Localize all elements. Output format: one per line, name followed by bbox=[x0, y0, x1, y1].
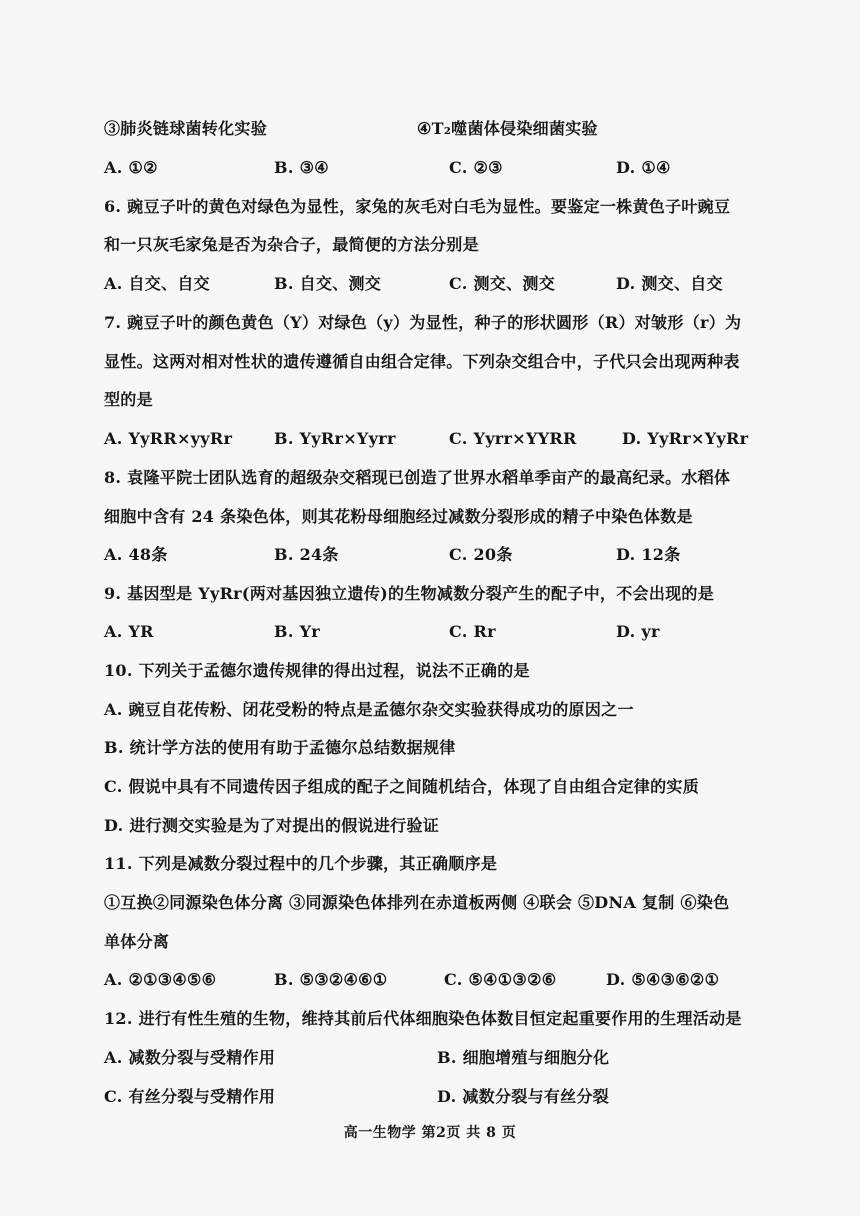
q5-item-3: ③肺炎链球菌转化实验 bbox=[104, 119, 268, 138]
q8-option-a: A. 48条 bbox=[104, 545, 168, 564]
q7-option-c: C. Yyrr×YYRR bbox=[449, 429, 577, 448]
q7-stem-line2: 显性。这两对相对性状的遗传遵循自由组合定律。下列杂交组合中，子代只会出现两种表 bbox=[104, 352, 740, 371]
q9-option-d: D. yr bbox=[616, 622, 660, 641]
q7-option-b: B. YyRr×Yyrr bbox=[274, 429, 396, 448]
q7-option-d: D. YyRr×YyRr bbox=[622, 429, 749, 448]
q12-option-d: D. 减数分裂与有丝分裂 bbox=[437, 1087, 610, 1106]
q8-option-d: D. 12条 bbox=[616, 545, 681, 564]
q9-stem: 9. 基因型是 YyRr(两对基因独立遗传)的生物减数分裂产生的配子中，不会出现的是 bbox=[104, 584, 715, 603]
q8-stem-line1: 8. 袁隆平院士团队选育的超级杂交稻现已创造了世界水稻单季亩产的最高纪录。水稻体 bbox=[104, 468, 731, 487]
q9-option-c: C. Rr bbox=[449, 622, 496, 641]
q10-option-c: C. 假说中具有不同遗传因子组成的配子之间随机结合，体现了自由组合定律的实质 bbox=[104, 777, 699, 796]
q6-option-d: D. 测交、自交 bbox=[616, 274, 723, 293]
q5-option-a: A. ①② bbox=[104, 158, 158, 177]
q10-option-b: B. 统计学方法的使用有助于孟德尔总结数据规律 bbox=[104, 738, 456, 757]
q11-option-c: C. ⑤④①③②⑥ bbox=[444, 970, 557, 989]
q6-option-b: B. 自交、测交 bbox=[274, 274, 382, 293]
q12-option-a: A. 减数分裂与受精作用 bbox=[104, 1048, 276, 1067]
q6-option-c: C. 测交、测交 bbox=[449, 274, 555, 293]
q5-option-b: B. ③④ bbox=[274, 158, 329, 177]
q11-stem: 11. 下列是减数分裂过程中的几个步骤，其正确顺序是 bbox=[104, 854, 498, 873]
q8-stem-line2: 细胞中含有 24 条染色体，则其花粉母细胞经过减数分裂形成的精子中染色体数是 bbox=[104, 507, 693, 526]
q5-option-d: D. ①④ bbox=[616, 158, 671, 177]
q5-item-4: ④T₂噬菌体侵染细菌实验 bbox=[417, 119, 598, 138]
q8-option-b: B. 24条 bbox=[274, 545, 339, 564]
q7-stem-line1: 7. 豌豆子叶的颜色黄色（Y）对绿色（y）为显性，种子的形状圆形（R）对皱形（r）为 bbox=[104, 313, 742, 332]
q11-option-a: A. ②①③④⑤⑥ bbox=[104, 970, 217, 989]
q10-stem: 10. 下列关于孟德尔遗传规律的得出过程，说法不正确的是 bbox=[104, 661, 530, 680]
q6-stem-line1: 6. 豌豆子叶的黄色对绿色为显性，家兔的灰毛对白毛为显性。要鉴定一株黄色子叶豌豆 bbox=[104, 197, 731, 216]
q6-option-a: A. 自交、自交 bbox=[104, 274, 210, 293]
q10-option-a: A. 豌豆自花传粉、闭花受粉的特点是孟德尔杂交实验获得成功的原因之一 bbox=[104, 700, 634, 719]
q12-option-b: B. 细胞增殖与细胞分化 bbox=[437, 1048, 610, 1067]
q11-steps-line2: 单体分离 bbox=[104, 932, 170, 951]
q12-stem: 12. 进行有性生殖的生物，维持其前后代体细胞染色体数目恒定起重要作用的生理活动是 bbox=[104, 1009, 742, 1028]
q11-option-b: B. ⑤③②④⑥① bbox=[274, 970, 388, 989]
q9-option-a: A. YR bbox=[104, 622, 154, 641]
q5-option-c: C. ②③ bbox=[449, 158, 503, 177]
q7-stem-line3: 型的是 bbox=[104, 390, 153, 409]
q10-option-d: D. 进行测交实验是为了对提出的假说进行验证 bbox=[104, 816, 440, 835]
q9-option-b: B. Yr bbox=[274, 622, 321, 641]
q12-option-c: C. 有丝分裂与受精作用 bbox=[104, 1087, 276, 1106]
q7-option-a: A. YyRR×yyRr bbox=[104, 429, 233, 448]
q11-steps-line1: ①互换②同源染色体分离 ③同源染色体排列在赤道板两侧 ④联会 ⑤DNA 复制 ⑥染色 bbox=[104, 893, 730, 912]
q11-option-d: D. ⑤④③⑥②① bbox=[606, 970, 720, 989]
q8-option-c: C. 20条 bbox=[449, 545, 513, 564]
page-footer: 高一生物学 第2页 共 8 页 bbox=[343, 1125, 517, 1141]
q6-stem-line2: 和一只灰毛家兔是否为杂合子，最简便的方法分别是 bbox=[104, 235, 479, 254]
